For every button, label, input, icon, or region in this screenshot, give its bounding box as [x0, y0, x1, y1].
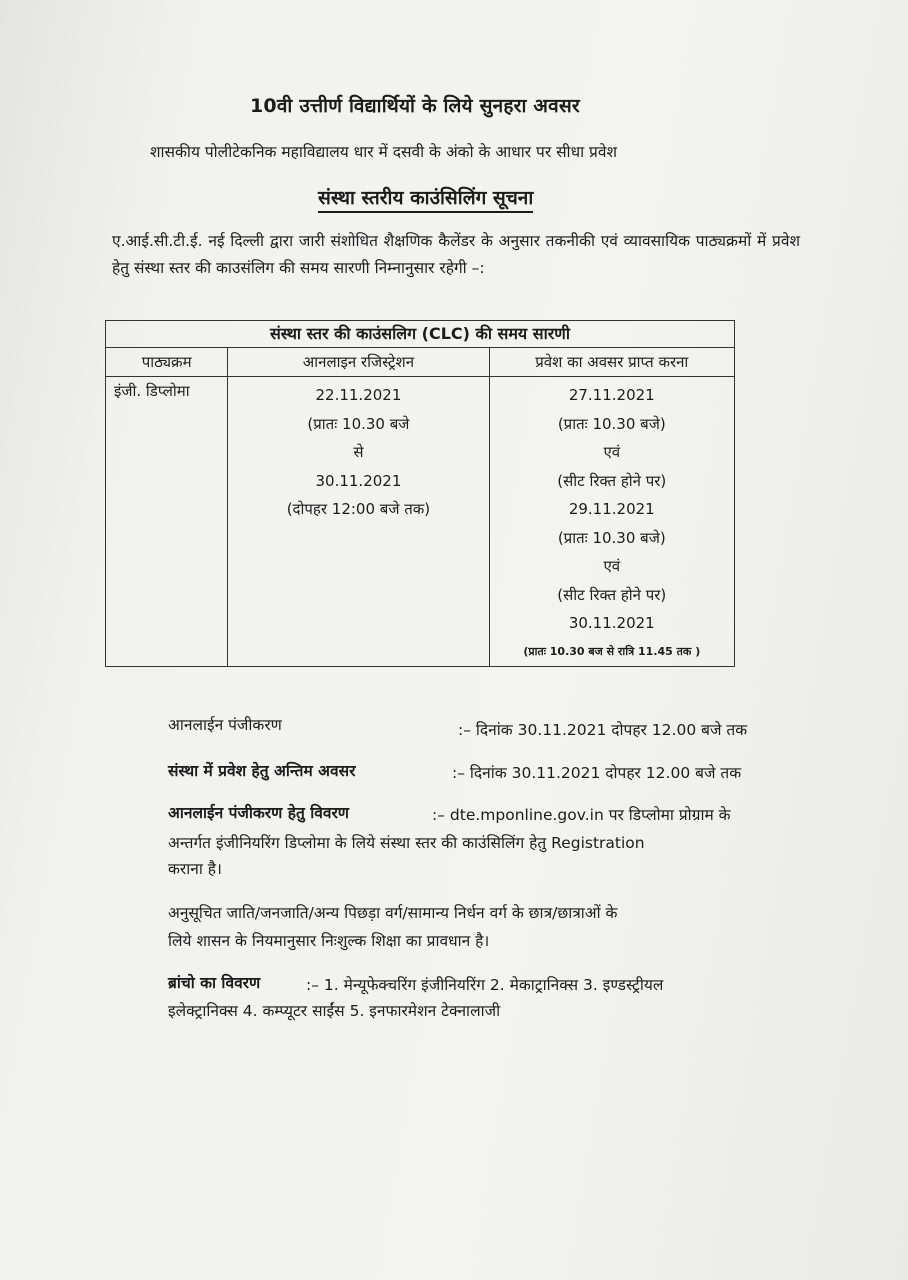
header-admission: प्रवेश का अवसर प्राप्त करना	[489, 348, 734, 377]
adm-line: (प्रातः 10.30 बजे)	[557, 414, 666, 433]
last-chance-label: संस्था में प्रवेश हेतु अन्तिम अवसर	[168, 762, 356, 780]
reg-line: (दोपहर 12:00 बजे तक)	[286, 500, 431, 518]
branch-line1: :– 1. मेन्यूफेक्चरिंग इंजीनियरिंग 2. मेकाट्रानिक्स 3. इण्डस्ट्रीयल	[306, 976, 664, 994]
admission-cell	[489, 377, 734, 667]
adm-line: 29.11.2021	[568, 500, 655, 518]
reg-detail-line3: कराना है।	[168, 860, 222, 878]
clc-schedule-table	[105, 320, 735, 667]
reg-detail-line1: :– dte.mponline.gov.in पर डिप्लोमा प्रोग्राम के	[432, 806, 731, 824]
branch-label: ब्रांचो का विवरण	[168, 974, 261, 992]
reg-line: 30.11.2021	[315, 471, 402, 490]
free-edu-line2: लिये शासन के नियमानुसार निःशुल्क शिक्षा का प्रावधान है।	[168, 932, 490, 950]
online-reg-label: आनलाईन पंजीकरण	[168, 716, 282, 734]
online-reg-value: :– दिनांक 30.11.2021 दोपहर 12.00 बजे तक	[458, 721, 748, 739]
section-heading: संस्था स्तरीय काउंसिलिंग सूचना	[318, 184, 533, 213]
course-cell	[106, 377, 228, 667]
document-subtitle: शासकीय पोलीटेकनिक महाविद्यालय धार में दसवी के अंको के आधार पर सीधा प्रवेश	[150, 143, 618, 161]
adm-line: (सीट रिक्त होने पर)	[557, 471, 667, 490]
course-name: इंजी. डिप्लोमा	[114, 382, 190, 400]
adm-line: 27.11.2021	[568, 386, 655, 404]
header-course: पाठ्यक्रम	[106, 348, 228, 377]
branch-line2: इलेक्ट्रानिक्स 4. कम्प्यूटर साईंस 5. इनफारमेशन टेक्नालाजी	[168, 1002, 501, 1020]
free-edu-line1: अनुसूचित जाति/जनजाति/अन्य पिछड़ा वर्ग/सामान्य निर्धन वर्ग के छात्र/छात्राओं के	[168, 904, 618, 922]
reg-line: (प्रातः 10.30 बजे	[307, 414, 410, 433]
last-chance-value: :– दिनांक 30.11.2021 दोपहर 12.00 बजे तक	[452, 764, 742, 782]
adm-line: (सीट रिक्त होने पर)	[557, 585, 667, 604]
document-title: 10वी उत्तीर्ण विद्यार्थियों के लिये सुनहरा अवसर	[250, 95, 580, 117]
reg-line: से	[353, 443, 364, 461]
reg-detail-label: आनलाईन पंजीकरण हेतु विवरण	[168, 804, 350, 822]
reg-detail-line2: अन्तर्गत इंजीनियरिंग डिप्लोमा के लिये संस्था स्तर की काउंसिलिंग हेतु Registration	[168, 834, 645, 852]
intro-paragraph: ए.आई.सी.टी.ई. नई दिल्ली द्वारा जारी संशोधित शैक्षणिक कैलेंडर के अनुसार तकनीकी एवं व्यावसायिक पाठ्यक्रमों में प्रवेश हेतु संस्था स्तर की काउसंलिग की समय सारणी निम्नानुसार रहेगी –:	[112, 232, 800, 277]
table-title: संस्था स्तर की काउंसलिग (CLC) की समय सारणी	[106, 321, 735, 348]
reg-line: 22.11.2021	[315, 386, 402, 404]
adm-line: 30.11.2021	[568, 614, 655, 632]
adm-line: (प्रातः 10.30 बजे)	[557, 528, 666, 547]
adm-line: एवं	[603, 557, 621, 575]
header-registration: आनलाइन रजिस्ट्रेशन	[228, 348, 489, 377]
registration-cell	[228, 377, 489, 667]
adm-line: एवं	[603, 443, 621, 461]
adm-note: (प्रातः 10.30 बज से रात्रि 11.45 तक )	[523, 644, 701, 658]
